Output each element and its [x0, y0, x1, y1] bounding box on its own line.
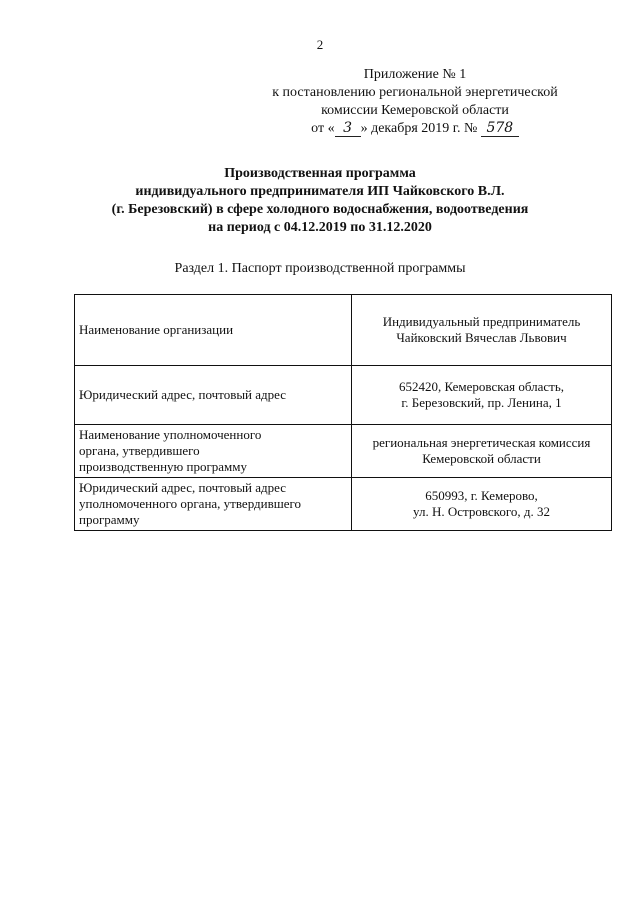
- label-line: уполномоченного органа, утвердившего: [79, 496, 302, 511]
- title-line-2: индивидуального предпринимателя ИП Чайковского В.Л.: [135, 184, 505, 199]
- row-label: [75, 366, 352, 425]
- title-line-4: на период с 04.12.2019 по 31.12.2020: [208, 220, 432, 235]
- label-line: Юридический адрес, почтовый адрес: [79, 387, 287, 402]
- value-line: 650993, г. Кемерово,: [425, 488, 538, 503]
- table-row: [75, 478, 612, 531]
- appendix-header: [250, 66, 580, 138]
- value-line: г. Березовский, пр. Ленина, 1: [401, 395, 562, 410]
- appendix-date-line: [250, 120, 580, 138]
- row-value: [352, 295, 612, 366]
- row-label: [75, 295, 352, 366]
- label-line: производственную программу: [79, 459, 248, 474]
- row-value: [352, 425, 612, 478]
- table-row: [75, 366, 612, 425]
- row-label: [75, 478, 352, 531]
- date-day-handwritten: 3: [335, 121, 361, 137]
- row-value: [352, 478, 612, 531]
- value-line: Чайковский Вячеслав Львович: [396, 330, 567, 345]
- value-line: 652420, Кемеровская область,: [398, 379, 565, 394]
- appendix-issuer: комиссии Кемеровской области: [321, 103, 509, 118]
- document-title: [40, 165, 600, 237]
- passport-table: [74, 294, 612, 531]
- row-value: [352, 366, 612, 425]
- label-line: Юридический адрес, почтовый адрес: [79, 480, 287, 495]
- date-suffix: » декабря 2019 г. №: [360, 121, 478, 136]
- value-line: Индивидуальный предприниматель: [382, 314, 581, 329]
- resolution-number-handwritten: 578: [481, 121, 519, 137]
- value-line: Кемеровской области: [422, 451, 541, 466]
- table-row: [75, 295, 612, 366]
- label-line: Наименование организации: [79, 322, 234, 337]
- section-heading: Раздел 1. Паспорт производственной программы: [174, 261, 466, 276]
- label-line: Наименование уполномоченного: [79, 427, 262, 442]
- value-line: региональная энергетическая комиссия: [372, 435, 591, 450]
- label-line: органа, утвердившего: [79, 443, 200, 458]
- label-line: программу: [79, 512, 140, 527]
- row-label: [75, 425, 352, 478]
- title-line-3: (г. Березовский) в сфере холодного водоснабжения, водоотведения: [111, 202, 529, 217]
- table-row: [75, 425, 612, 478]
- value-line: ул. Н. Островского, д. 32: [413, 504, 550, 519]
- appendix-reference: к постановлению региональной энергетической: [272, 85, 558, 100]
- title-line-1: Производственная программа: [224, 166, 416, 181]
- appendix-title: Приложение № 1: [363, 67, 467, 82]
- page-number: 2: [316, 37, 324, 52]
- date-prefix: от «: [311, 121, 335, 136]
